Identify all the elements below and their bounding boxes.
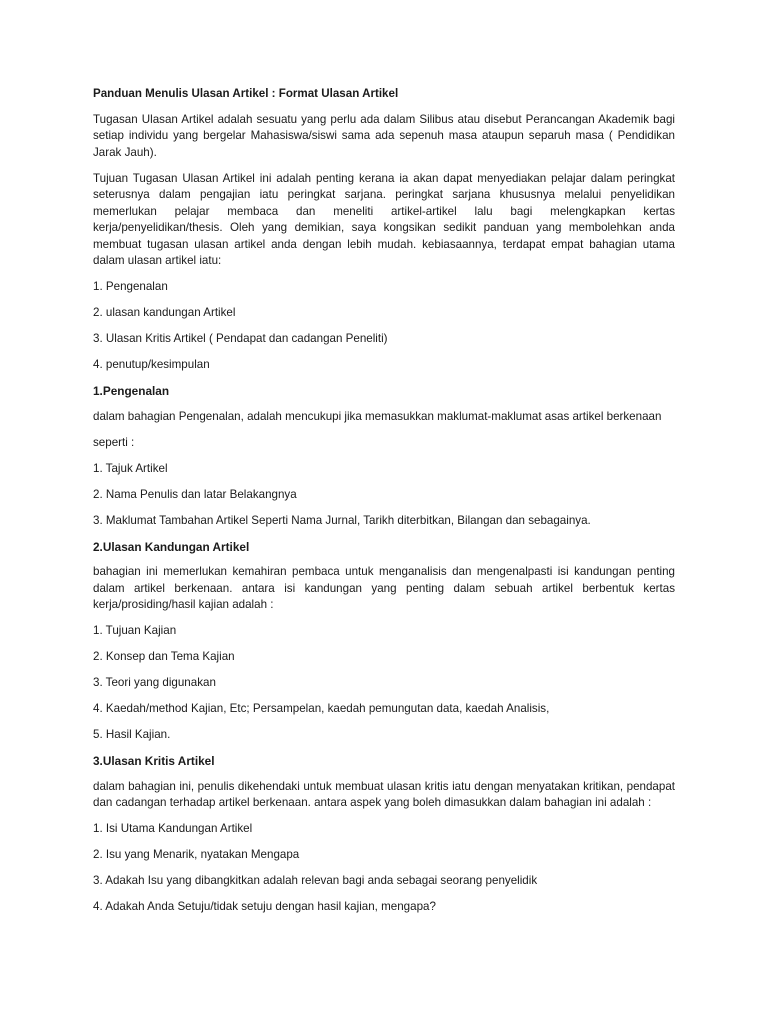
section3-list-item: 3. Adakah Isu yang dibangkitkan adalah relevan bagi anda sebagai seorang penyelidik <box>93 874 538 887</box>
section2-list-item: 5. Hasil Kajian. <box>93 728 171 741</box>
section-heading-pengenalan: 1.Pengenalan <box>93 384 170 398</box>
section3-list-item: 4. Adakah Anda Setuju/tidak setuju dengan hasil kajian, mengapa? <box>93 900 436 913</box>
main-part-item: 3. Ulasan Kritis Artikel ( Pendapat dan cadangan Peneliti) <box>93 332 388 345</box>
main-part-item: 2. ulasan kandungan Artikel <box>93 306 236 319</box>
main-part-item: 1. Pengenalan <box>93 280 168 293</box>
section3-list-item: 2. Isu yang Menarik, nyatakan Mengapa <box>93 848 300 861</box>
section-heading-ulasan-kritis: 3.Ulasan Kritis Artikel <box>93 754 215 768</box>
intro-paragraph-1: Tugasan Ulasan Artikel adalah sesuatu yang perlu ada dalam Silibus atau disebut Perancangan Akademik bagi setiap individu yang bergelar Mahasiswa/siswi sama ada sepenuh masa ataupun separuh masa ( Pendidikan Jarak Jauh). <box>93 112 675 159</box>
main-part-item: 4. penutup/kesimpulan <box>93 358 210 371</box>
section-heading-ulasan-kandungan: 2.Ulasan Kandungan Artikel <box>93 539 250 554</box>
document-body <box>93 86 675 925</box>
section2-list-item: 4. Kaedah/method Kajian, Etc; Persampelan, kaedah pemungutan data, kaedah Analisis, <box>93 702 550 715</box>
section-text-pengenalan: dalam bahagian Pengenalan, adalah mencukupi jika memasukkan maklumat-maklumat asas artikel berkenaan <box>93 409 662 423</box>
intro-paragraph-2: Tujuan Tugasan Ulasan Artikel ini adalah penting kerana ia akan dapat menyediakan pelajar dalam peringkat seterusnya dalam pengajian iatu peringkat sarjana. peringkat sarjana khususnya melalui penyelidikan memerlukan pelajar membaca dan meneliti artikel-artikel lalu bagi melengkapkan kertas kerja/penyelidikan/thesis. Oleh yang demikian, saya kongsikan sedikit panduan yang membolehkan anda membuat tugasan ulasan artikel anda dengan lebih mudah. kebiasaannya, terdapat empat bahagian utama dalam ulasan artikel iatu: <box>93 171 675 267</box>
section-text-ulasan-kritis: dalam bahagian ini, penulis dikehendaki untuk membuat ulasan kritis iatu dengan menyatakan kritikan, pendapat dan cadangan terhadap artikel berkenaan. antara aspek yang boleh dimasukkan dalam bahagian ini adalah : <box>93 779 675 809</box>
section3-list-item: 1. Isi Utama Kandungan Artikel <box>93 822 253 835</box>
section-text-pengenalan-continued: seperti : <box>93 435 135 449</box>
section2-list-item: 3. Teori yang digunakan <box>93 676 216 689</box>
section2-list-item: 2. Konsep dan Tema Kajian <box>93 650 235 663</box>
section1-list-item: 2. Nama Penulis dan latar Belakangnya <box>93 487 297 501</box>
section2-list-item: 1. Tujuan Kajian <box>93 624 177 637</box>
section1-list-item: 1. Tajuk Artikel <box>93 461 168 475</box>
document-title: Panduan Menulis Ulasan Artikel : Format Ulasan Artikel <box>93 87 399 100</box>
section1-list-item: 3. Maklumat Tambahan Artikel Seperti Nama Jurnal, Tarikh diterbitkan, Bilangan dan sebagainya. <box>93 513 591 527</box>
section-text-ulasan-kandungan: bahagian ini memerlukan kemahiran pembaca untuk menganalisis dan mengenalpasti isi kandungan penting dalam artikel berkenaan. antara isi kandungan yang penting dalam sebuah artikel berbentuk kertas kerja/prosiding/hasil kajian adalah : <box>93 565 675 611</box>
